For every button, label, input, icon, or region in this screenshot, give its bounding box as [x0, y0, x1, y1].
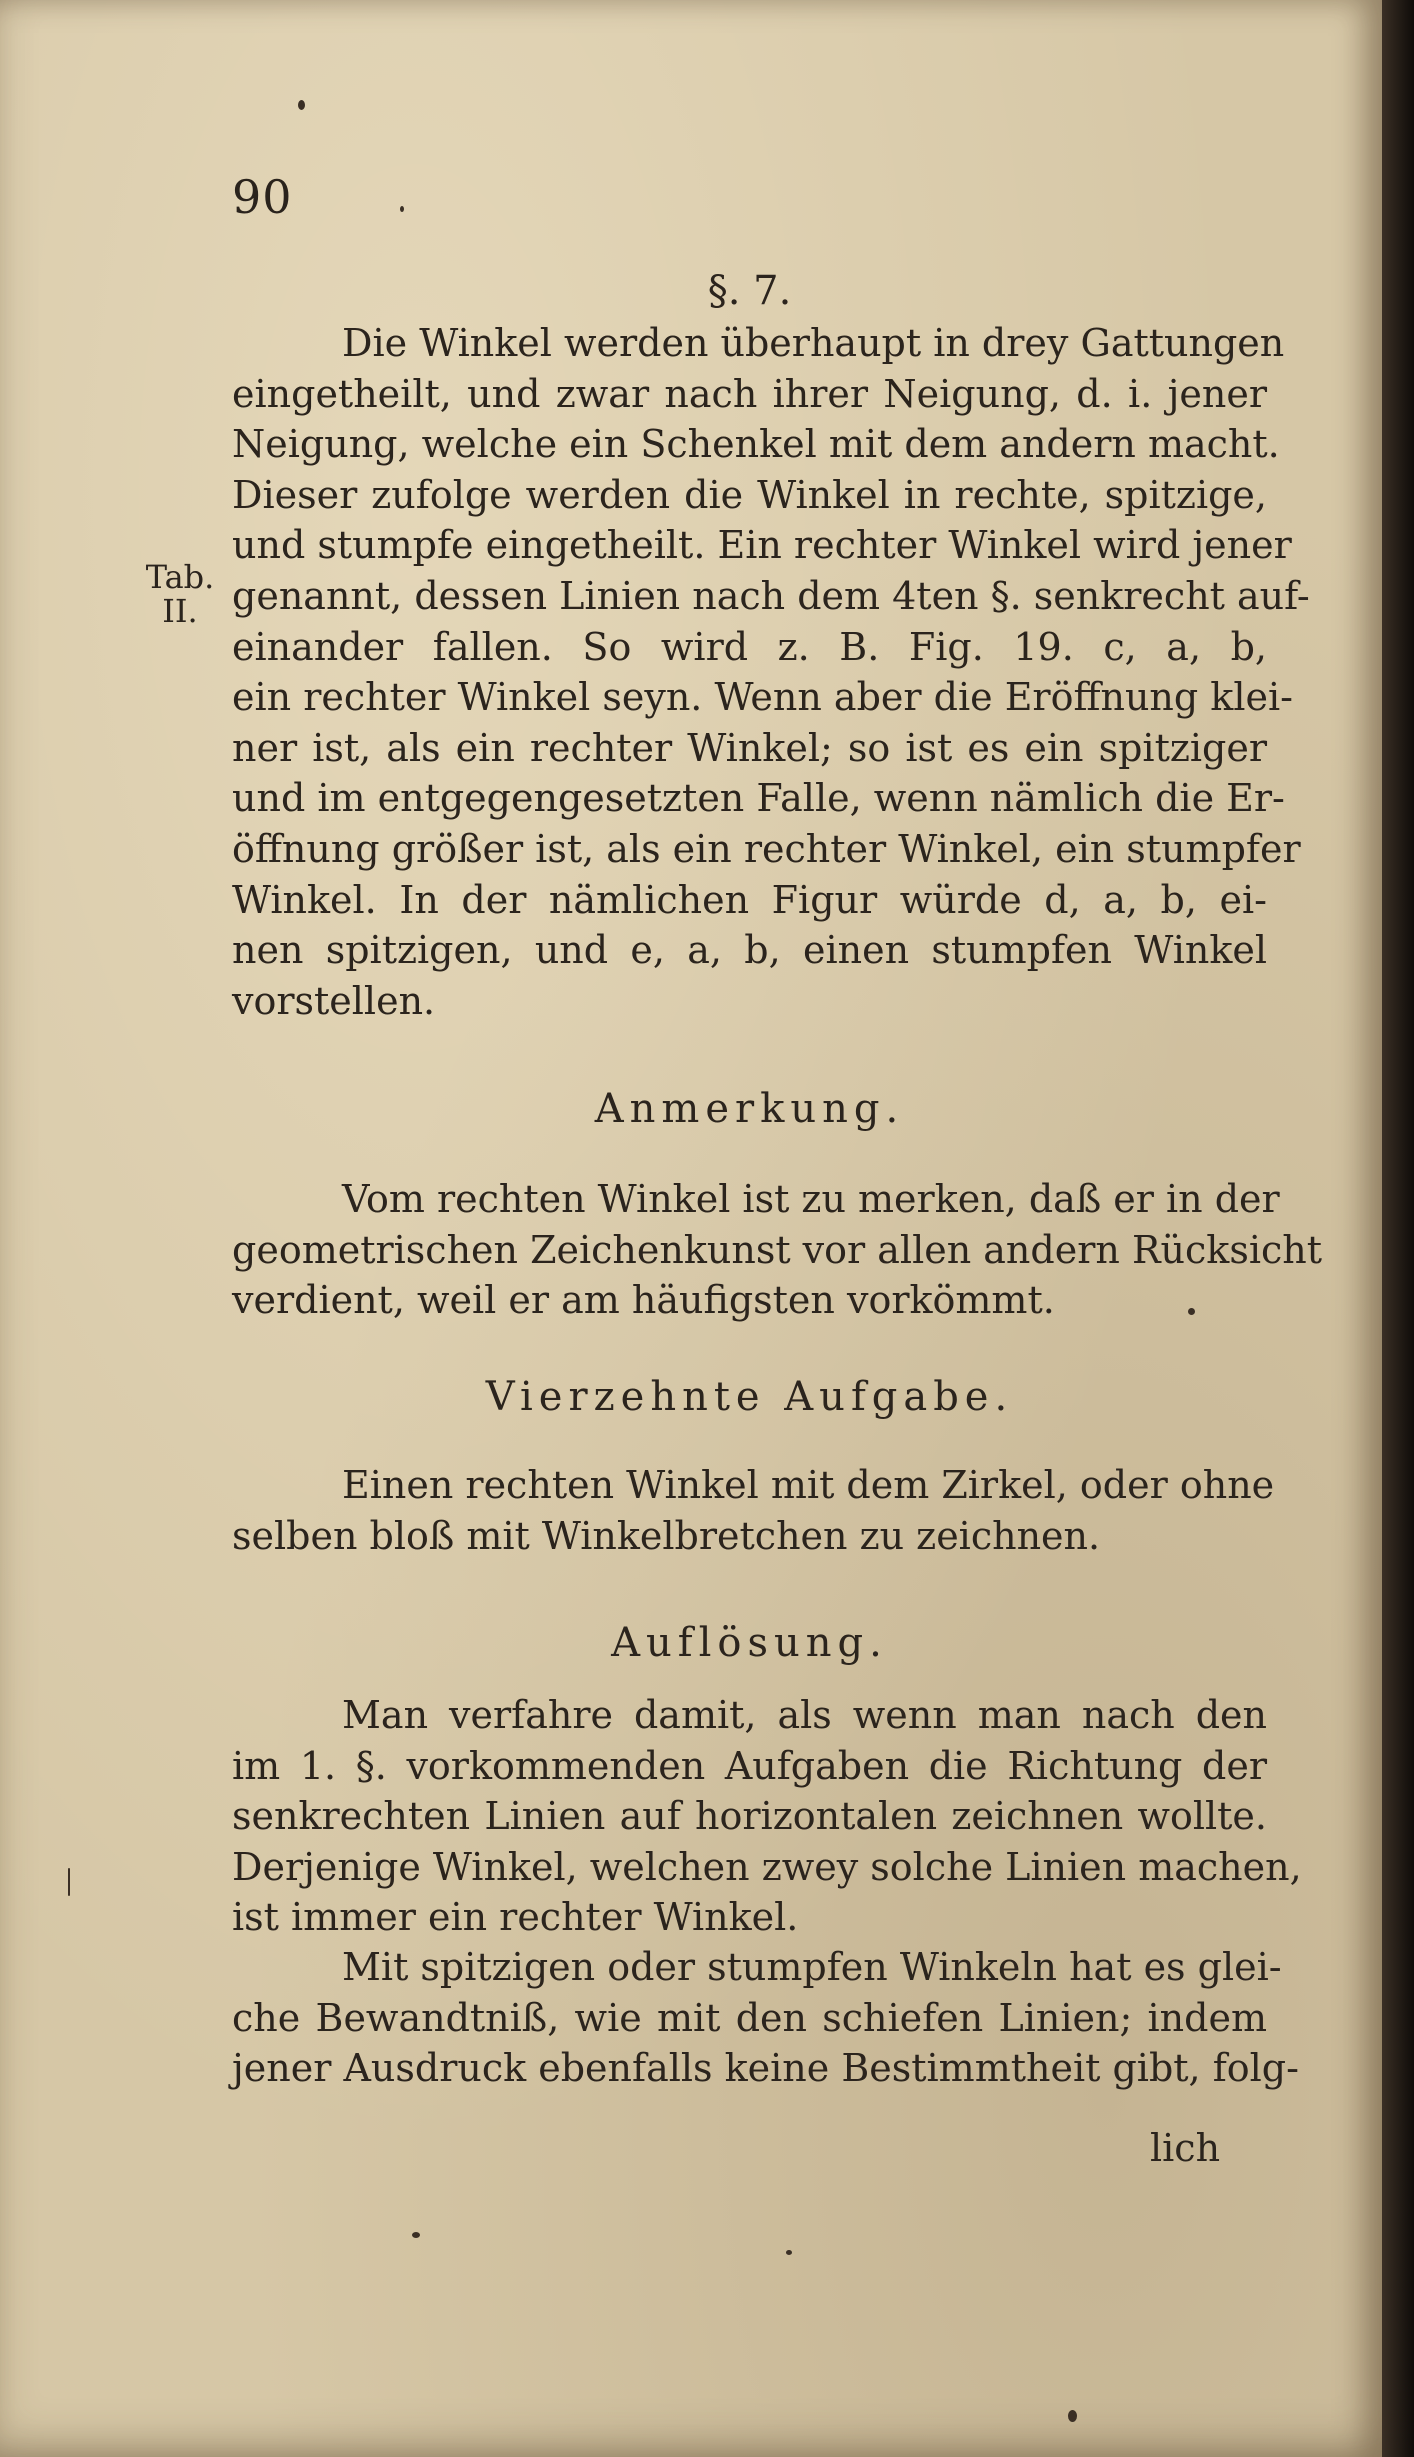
- heading-aufloesung: Auflösung.: [611, 1620, 888, 1666]
- text-line: ner ist, als ein rechter Winkel; so ist es ein spitziger: [232, 725, 1267, 770]
- text-line: Man verfahre damit, als wenn man nach den: [342, 1693, 1267, 1737]
- paragraph-task: [232, 1460, 1275, 1561]
- text-line: jener Ausdruck ebenfalls keine Bestimmtheit gibt, folg-: [232, 2046, 1299, 2091]
- paragraph-definition: [232, 318, 1310, 1026]
- paper-speck: [412, 2232, 420, 2238]
- paper-speck: [786, 2250, 792, 2255]
- text-line: und stumpfe eingetheilt. Ein rechter Winkel wird jener: [232, 523, 1292, 568]
- text-line: che Bewandtniß, wie mit den schiefen Linien; indem: [232, 1995, 1267, 2040]
- paper-speck: [400, 206, 404, 212]
- text-line: senkrechten Linien auf horizontalen zeichnen wollte.: [232, 1794, 1267, 1839]
- paper-speck: [298, 100, 305, 110]
- margin-note: [140, 560, 220, 628]
- margin-note-number: II.: [162, 592, 198, 630]
- text-line: genannt, dessen Linien nach dem 4ten §. senkrecht auf-: [232, 573, 1310, 618]
- text-line: und im entgegengesetzten Falle, wenn nämlich die Er-: [232, 776, 1285, 821]
- text-line: öffnung größer ist, als ein rechter Winkel, ein stumpfer: [232, 826, 1301, 871]
- paper-speck: [68, 1868, 70, 1896]
- paragraph-oblique: [232, 1942, 1299, 2094]
- book-edge: [1382, 0, 1414, 2457]
- page-number: 90: [232, 170, 293, 224]
- heading-anmerkung: Anmerkung.: [594, 1086, 905, 1132]
- text-line: Neigung, welche ein Schenkel mit dem andern macht.: [232, 422, 1280, 467]
- text-line: verdient, weil er am häufigsten vorkömmt.: [232, 1278, 1055, 1323]
- text-line: ist immer ein rechter Winkel.: [232, 1895, 799, 1940]
- text-line: Mit spitzigen oder stumpfen Winkeln hat es glei-: [342, 1945, 1282, 1989]
- paragraph-solution: [232, 1690, 1302, 1943]
- margin-note-tab: Tab.: [145, 558, 215, 596]
- text-line: nen spitzigen, und e, a, b, einen stumpfen Winkel: [232, 928, 1267, 973]
- section-heading: §. 7.: [707, 268, 792, 314]
- text-line: im 1. §. vorkommenden Aufgaben die Richtung der: [232, 1743, 1267, 1788]
- paragraph-remark: [232, 1174, 1323, 1326]
- text-line: Winkel. In der nämlichen Figur würde d, a, b, ei-: [232, 877, 1267, 922]
- text-line: vorstellen.: [232, 978, 436, 1023]
- catchword: lich: [1150, 2126, 1221, 2170]
- text-line: ein rechter Winkel seyn. Wenn aber die Eröffnung klei-: [232, 675, 1293, 720]
- text-line: Derjenige Winkel, welchen zwey solche Linien machen,: [232, 1844, 1302, 1889]
- text-line: Einen rechten Winkel mit dem Zirkel, oder ohne: [342, 1463, 1275, 1507]
- text-line: geometrischen Zeichenkunst vor allen andern Rücksicht: [232, 1227, 1323, 1272]
- paper-speck: [1188, 1308, 1195, 1315]
- text-line: einander fallen. So wird z. B. Fig. 19. c, a, b,: [232, 624, 1267, 669]
- text-line: Die Winkel werden überhaupt in drey Gattungen: [342, 321, 1285, 365]
- text-line: selben bloß mit Winkelbretchen zu zeichnen.: [232, 1513, 1101, 1558]
- heading-aufgabe: Vierzehnte Aufgabe.: [485, 1374, 1014, 1420]
- text-line: Dieser zufolge werden die Winkel in rechte, spitzige,: [232, 472, 1267, 517]
- text-line: Vom rechten Winkel ist zu merken, daß er in der: [342, 1177, 1280, 1221]
- paper-speck: [1068, 2410, 1077, 2422]
- text-line: eingetheilt, und zwar nach ihrer Neigung, d. i. jener: [232, 371, 1267, 416]
